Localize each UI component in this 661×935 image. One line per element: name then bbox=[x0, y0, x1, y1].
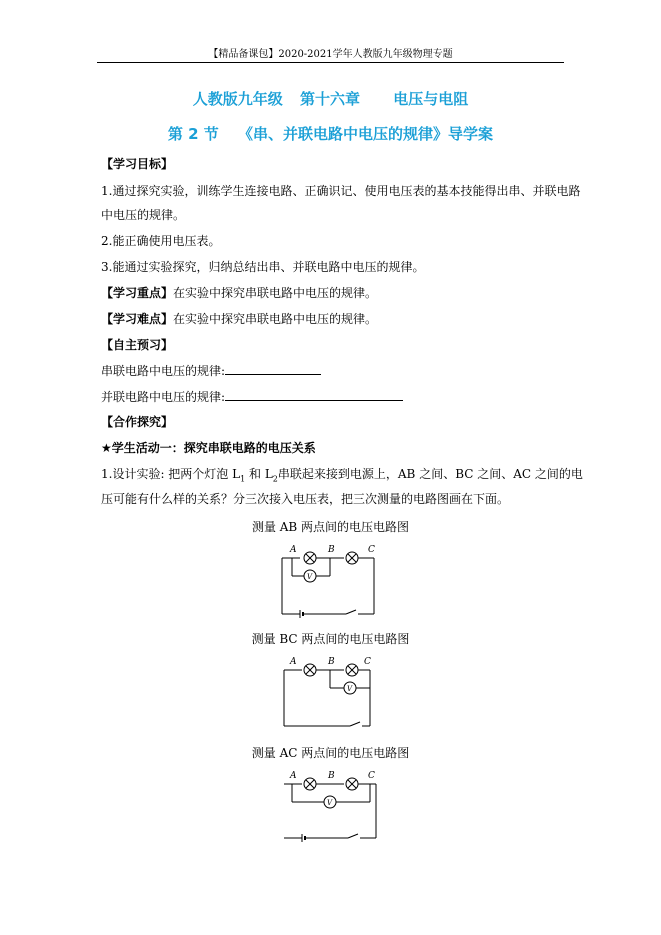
voltmeter-symbol: V bbox=[347, 685, 353, 693]
voltmeter-symbol: V bbox=[327, 799, 333, 807]
objective-2: 2.能正确使用电压表。 bbox=[101, 234, 221, 248]
point-a-label: A bbox=[290, 545, 297, 555]
difficulty-label: 【学习难点】 bbox=[101, 312, 174, 326]
objectives-heading: 【学习目标】 bbox=[101, 157, 174, 171]
key-point bbox=[101, 285, 377, 301]
q1-text-c: 串联起来接到电源上，AB 之间、BC 之间、AC 之间的电 bbox=[277, 467, 583, 481]
point-b-label: B bbox=[328, 771, 335, 781]
point-b-label: B bbox=[328, 657, 335, 667]
parallel-rule-blank[interactable] bbox=[225, 388, 403, 401]
preview-heading: 【自主预习】 bbox=[101, 338, 174, 352]
parallel-rule-label: 并联电路中电压的规律: bbox=[101, 390, 226, 404]
caption-ac: 测量 AC 两点间的电压电路图 bbox=[251, 746, 410, 760]
objective-1-line-1: 1.通过探究实验，训练学生连接电路、正确识记、使用电压表的基本技能得出串、并联电路 bbox=[101, 184, 581, 198]
page-subtitle bbox=[0, 123, 661, 144]
q1-text-a: 1.设计实验: 把两个灯泡 L bbox=[101, 467, 241, 481]
point-a-label: A bbox=[290, 657, 297, 667]
q1-sub-1: 1 bbox=[240, 474, 246, 484]
key-point-label: 【学习重点】 bbox=[101, 286, 174, 300]
point-b-label: B bbox=[328, 545, 335, 555]
voltmeter-symbol: V bbox=[307, 573, 313, 581]
activity-title: ★学生活动一：探究串联电路的电压关系 bbox=[101, 441, 316, 455]
question-1-line-2: 压可能有什么样的关系？分三次接入电压表，把三次测量的电路图画在下面。 bbox=[101, 492, 510, 506]
circuit-bc-diagram bbox=[270, 652, 390, 732]
preview-series bbox=[101, 362, 321, 379]
difficulty bbox=[101, 311, 377, 327]
q1-text-b: 和 L bbox=[245, 467, 273, 481]
explore-heading: 【合作探究】 bbox=[101, 415, 174, 429]
subtitle-name: 《串、并联电路中电压的规律》导学案 bbox=[238, 125, 494, 143]
key-point-text: 在实验中探究串联电路中电压的规律。 bbox=[173, 286, 378, 300]
caption-ab: 测量 AB 两点间的电压电路图 bbox=[251, 520, 410, 534]
title-grade: 人教版九年级 bbox=[192, 90, 283, 108]
objective-1-line-2: 中电压的规律。 bbox=[101, 208, 186, 222]
title-topic: 电压与电阻 bbox=[393, 90, 469, 108]
page-title bbox=[0, 88, 661, 109]
page-header: 【精品备课包】2020-2021学年人教版九年级物理专题 bbox=[208, 49, 453, 60]
point-c-label: C bbox=[368, 545, 375, 555]
preview-parallel bbox=[101, 388, 403, 405]
caption-bc: 测量 BC 两点间的电压电路图 bbox=[251, 632, 410, 646]
q1-sub-2: 2 bbox=[272, 474, 278, 484]
series-rule-blank[interactable] bbox=[225, 362, 321, 375]
series-rule-label: 串联电路中电压的规律: bbox=[101, 364, 226, 378]
header-divider bbox=[97, 62, 564, 63]
point-c-label: C bbox=[368, 771, 375, 781]
point-c-label: C bbox=[364, 657, 371, 667]
point-a-label: A bbox=[290, 771, 297, 781]
difficulty-text: 在实验中探究串联电路中电压的规律。 bbox=[173, 312, 378, 326]
subtitle-section: 第 2 节 bbox=[167, 125, 219, 143]
question-1-line-1 bbox=[101, 466, 583, 487]
title-chapter: 第十六章 bbox=[299, 90, 360, 108]
circuit-ac-diagram bbox=[270, 766, 390, 846]
circuit-ab-diagram bbox=[270, 540, 390, 620]
objective-3: 3.能通过实验探究，归纳总结出串、并联电路中电压的规律。 bbox=[101, 260, 425, 274]
